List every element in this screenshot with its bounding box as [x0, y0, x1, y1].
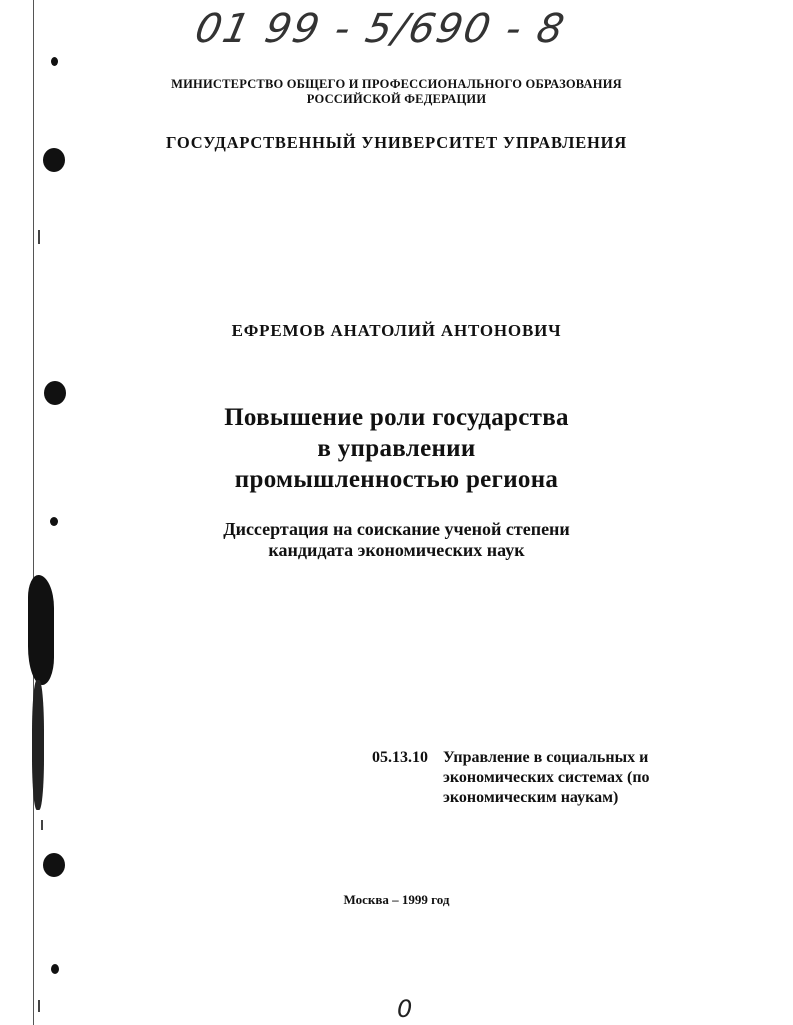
- ministry-line-1: МИНИСТЕРСТВО ОБЩЕГО И ПРОФЕССИОНАЛЬНОГО ОБРАЗОВАНИЯ: [171, 77, 622, 91]
- scan-edge-shadow: [28, 575, 54, 685]
- degree-line-2: кандидата экономических наук: [268, 540, 525, 560]
- punch-hole: [51, 964, 59, 974]
- specialty-line-2: экономических системах (по: [443, 769, 650, 786]
- page-handwritten-mark: 0: [397, 995, 413, 1023]
- ministry-header: [0, 77, 793, 107]
- title-line-1: Повышение роли государства: [224, 404, 569, 431]
- specialty-line-3: экономическим наукам): [443, 789, 619, 806]
- dissertation-title: [0, 402, 793, 495]
- city-year: Москва – 1999 год: [343, 892, 450, 907]
- punch-hole: [51, 57, 58, 66]
- degree-line-1: Диссертация на соискание ученой степени: [223, 519, 570, 539]
- university-name: ГОСУДАРСТВЕННЫЙ УНИВЕРСИТЕТ УПРАВЛЕНИЯ: [165, 133, 628, 152]
- scan-edge-shadow-lower: [32, 680, 44, 810]
- punch-hole: [43, 853, 65, 877]
- title-line-3: промышленностью региона: [234, 466, 559, 493]
- title-line-2: в управлении: [317, 435, 476, 462]
- scan-mark: [41, 820, 43, 830]
- degree-statement: [0, 519, 793, 561]
- author-name: ЕФРЕМОВ АНАТОЛИЙ АНТОНОВИЧ: [231, 321, 562, 340]
- scan-mark: [38, 230, 40, 244]
- specialty-description: [443, 748, 703, 808]
- scan-mark: [38, 1000, 40, 1012]
- specialty-code: 05.13.10: [372, 749, 428, 766]
- specialty-line-1: Управление в социальных и: [443, 749, 649, 766]
- specialty-block: [372, 748, 703, 808]
- ministry-line-2: РОССИЙСКОЙ ФЕДЕРАЦИИ: [306, 92, 487, 106]
- archive-handwritten-mark: 01 99 - 5/690 - 8: [191, 6, 570, 52]
- scan-edge-line: [33, 0, 34, 1025]
